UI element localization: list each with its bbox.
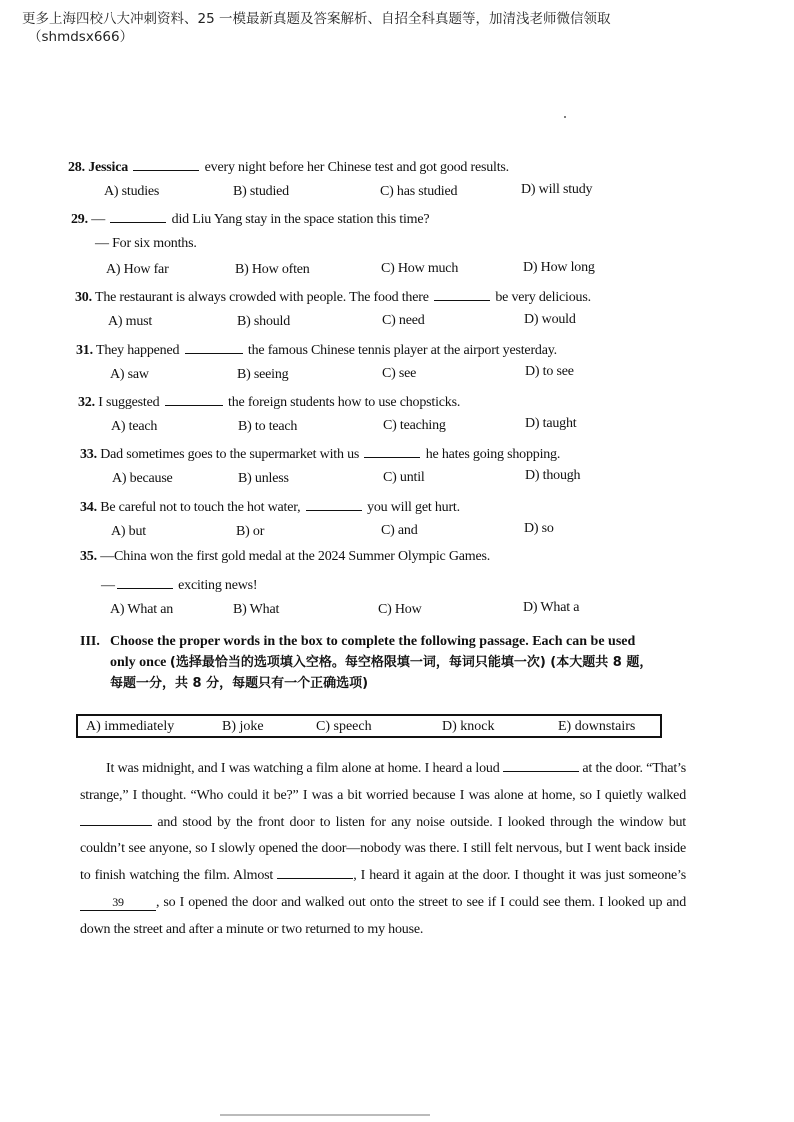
option-a[interactable]: A) saw (110, 367, 149, 382)
option-b[interactable]: B) should (237, 314, 291, 329)
option-d[interactable]: D) will study (521, 182, 593, 197)
option-b[interactable]: B) What (233, 602, 280, 617)
option-d[interactable]: D) to see (525, 364, 574, 379)
answer-blank[interactable] (117, 576, 173, 589)
option-a[interactable]: A) What an (110, 602, 174, 617)
word-option-b[interactable]: B) joke (222, 719, 264, 734)
option-d[interactable]: D) What a (523, 600, 580, 615)
option-d[interactable]: D) How long (523, 260, 595, 275)
word-box (76, 714, 662, 738)
word-option-e[interactable]: E) downstairs (558, 719, 636, 734)
question-33: 33. Dad sometimes goes to the supermarket with us he hates going shopping. (80, 447, 561, 462)
passage-blank[interactable] (80, 811, 152, 826)
question-35-reply: — exciting news! (101, 578, 258, 593)
option-d[interactable]: D) taught (525, 416, 577, 431)
word-option-a[interactable]: A) immediately (86, 719, 175, 734)
question-29-reply: — For six months. (95, 236, 197, 251)
scan-speck (564, 116, 566, 118)
question-28: 28. Jessica every night before her Chinese test and got good results. (68, 160, 509, 175)
section-instructions: III. Choose the proper words in the box to complete the following passage. Each can be used only once (选择最恰当的选项填入空格。每空格限填一词，每词只能填一次) (本大题共 8 题， 每题一分，共 8 分，每题只有一个正确选项) (80, 634, 653, 691)
scan-artifact-line (220, 1114, 430, 1116)
option-a[interactable]: A) teach (111, 419, 158, 434)
word-option-d[interactable]: D) knock (442, 719, 495, 734)
option-c[interactable]: C) How (378, 602, 422, 617)
page-header (22, 10, 782, 46)
cloze-passage: It was midnight, and I was watching a film alone at home. I heard a loud at the door. “That’s strange,” I thought. “Who could it be?” I was a bit worried because I was alone at home, so I quietly walked and stood by the front door to listen for any noise outside. I looked through the window but couldn’t see anyone, so I slowly opened the door—nobody was there. I still felt nervous, but I went back inside to finish watching the film. Almost , I heard it again at the door. I thought it was just someone’s 39 , so I opened the door and walked out onto the street to see if I could see them. I looked up and down the street and after a minute or two returned to my house. (80, 756, 686, 944)
option-c[interactable]: C) need (382, 313, 425, 328)
option-b[interactable]: B) or (236, 524, 265, 539)
question-32: 32. I suggested the foreign students how to use chopsticks. (78, 395, 461, 410)
answer-blank[interactable] (434, 288, 490, 301)
option-a[interactable]: A) but (111, 524, 146, 539)
option-a[interactable]: A) must (108, 314, 153, 329)
passage-blank[interactable] (503, 757, 579, 772)
passage-blank-39[interactable]: 39 (80, 896, 156, 911)
option-a[interactable]: A) How far (106, 262, 169, 277)
answer-blank[interactable] (110, 210, 166, 223)
option-c[interactable]: C) teaching (383, 418, 446, 433)
option-b[interactable]: B) seeing (237, 367, 289, 382)
answer-blank[interactable] (306, 498, 362, 511)
option-c[interactable]: C) until (383, 470, 425, 485)
option-b[interactable]: B) unless (238, 471, 289, 486)
option-d[interactable]: D) though (525, 468, 581, 483)
question-30: 30. The restaurant is always crowded with people. The food there be very delicious. (75, 290, 591, 305)
option-a[interactable]: A) because (112, 471, 173, 486)
header-line-2: （shmdsx666） (28, 29, 134, 45)
header-line-1: 更多上海四校八大冲刺资料、25 一模最新真题及答案解析、自招全科真题等，加清浅老师微信领取 (22, 11, 611, 27)
question-35: 35. —China won the first gold medal at the 2024 Summer Olympic Games. (80, 549, 491, 564)
option-a[interactable]: A) studies (104, 184, 160, 199)
word-option-c[interactable]: C) speech (316, 719, 372, 734)
question-31: 31. They happened the famous Chinese tennis player at the airport yesterday. (76, 343, 557, 358)
option-c[interactable]: C) has studied (380, 184, 458, 199)
option-b[interactable]: B) to teach (238, 419, 298, 434)
answer-blank[interactable] (133, 158, 199, 171)
option-c[interactable]: C) see (382, 366, 417, 381)
option-d[interactable]: D) would (524, 312, 576, 327)
option-c[interactable]: C) and (381, 523, 418, 538)
option-b[interactable]: B) studied (233, 184, 289, 199)
answer-blank[interactable] (364, 445, 420, 458)
question-29: 29. — did Liu Yang stay in the space station this time? (71, 212, 430, 227)
option-b[interactable]: B) How often (235, 262, 310, 277)
option-c[interactable]: C) How much (381, 261, 459, 276)
option-d[interactable]: D) so (524, 521, 554, 536)
answer-blank[interactable] (185, 341, 243, 354)
passage-blank[interactable] (277, 864, 353, 879)
question-34: 34. Be careful not to touch the hot water, you will get hurt. (80, 500, 460, 515)
answer-blank[interactable] (165, 393, 223, 406)
